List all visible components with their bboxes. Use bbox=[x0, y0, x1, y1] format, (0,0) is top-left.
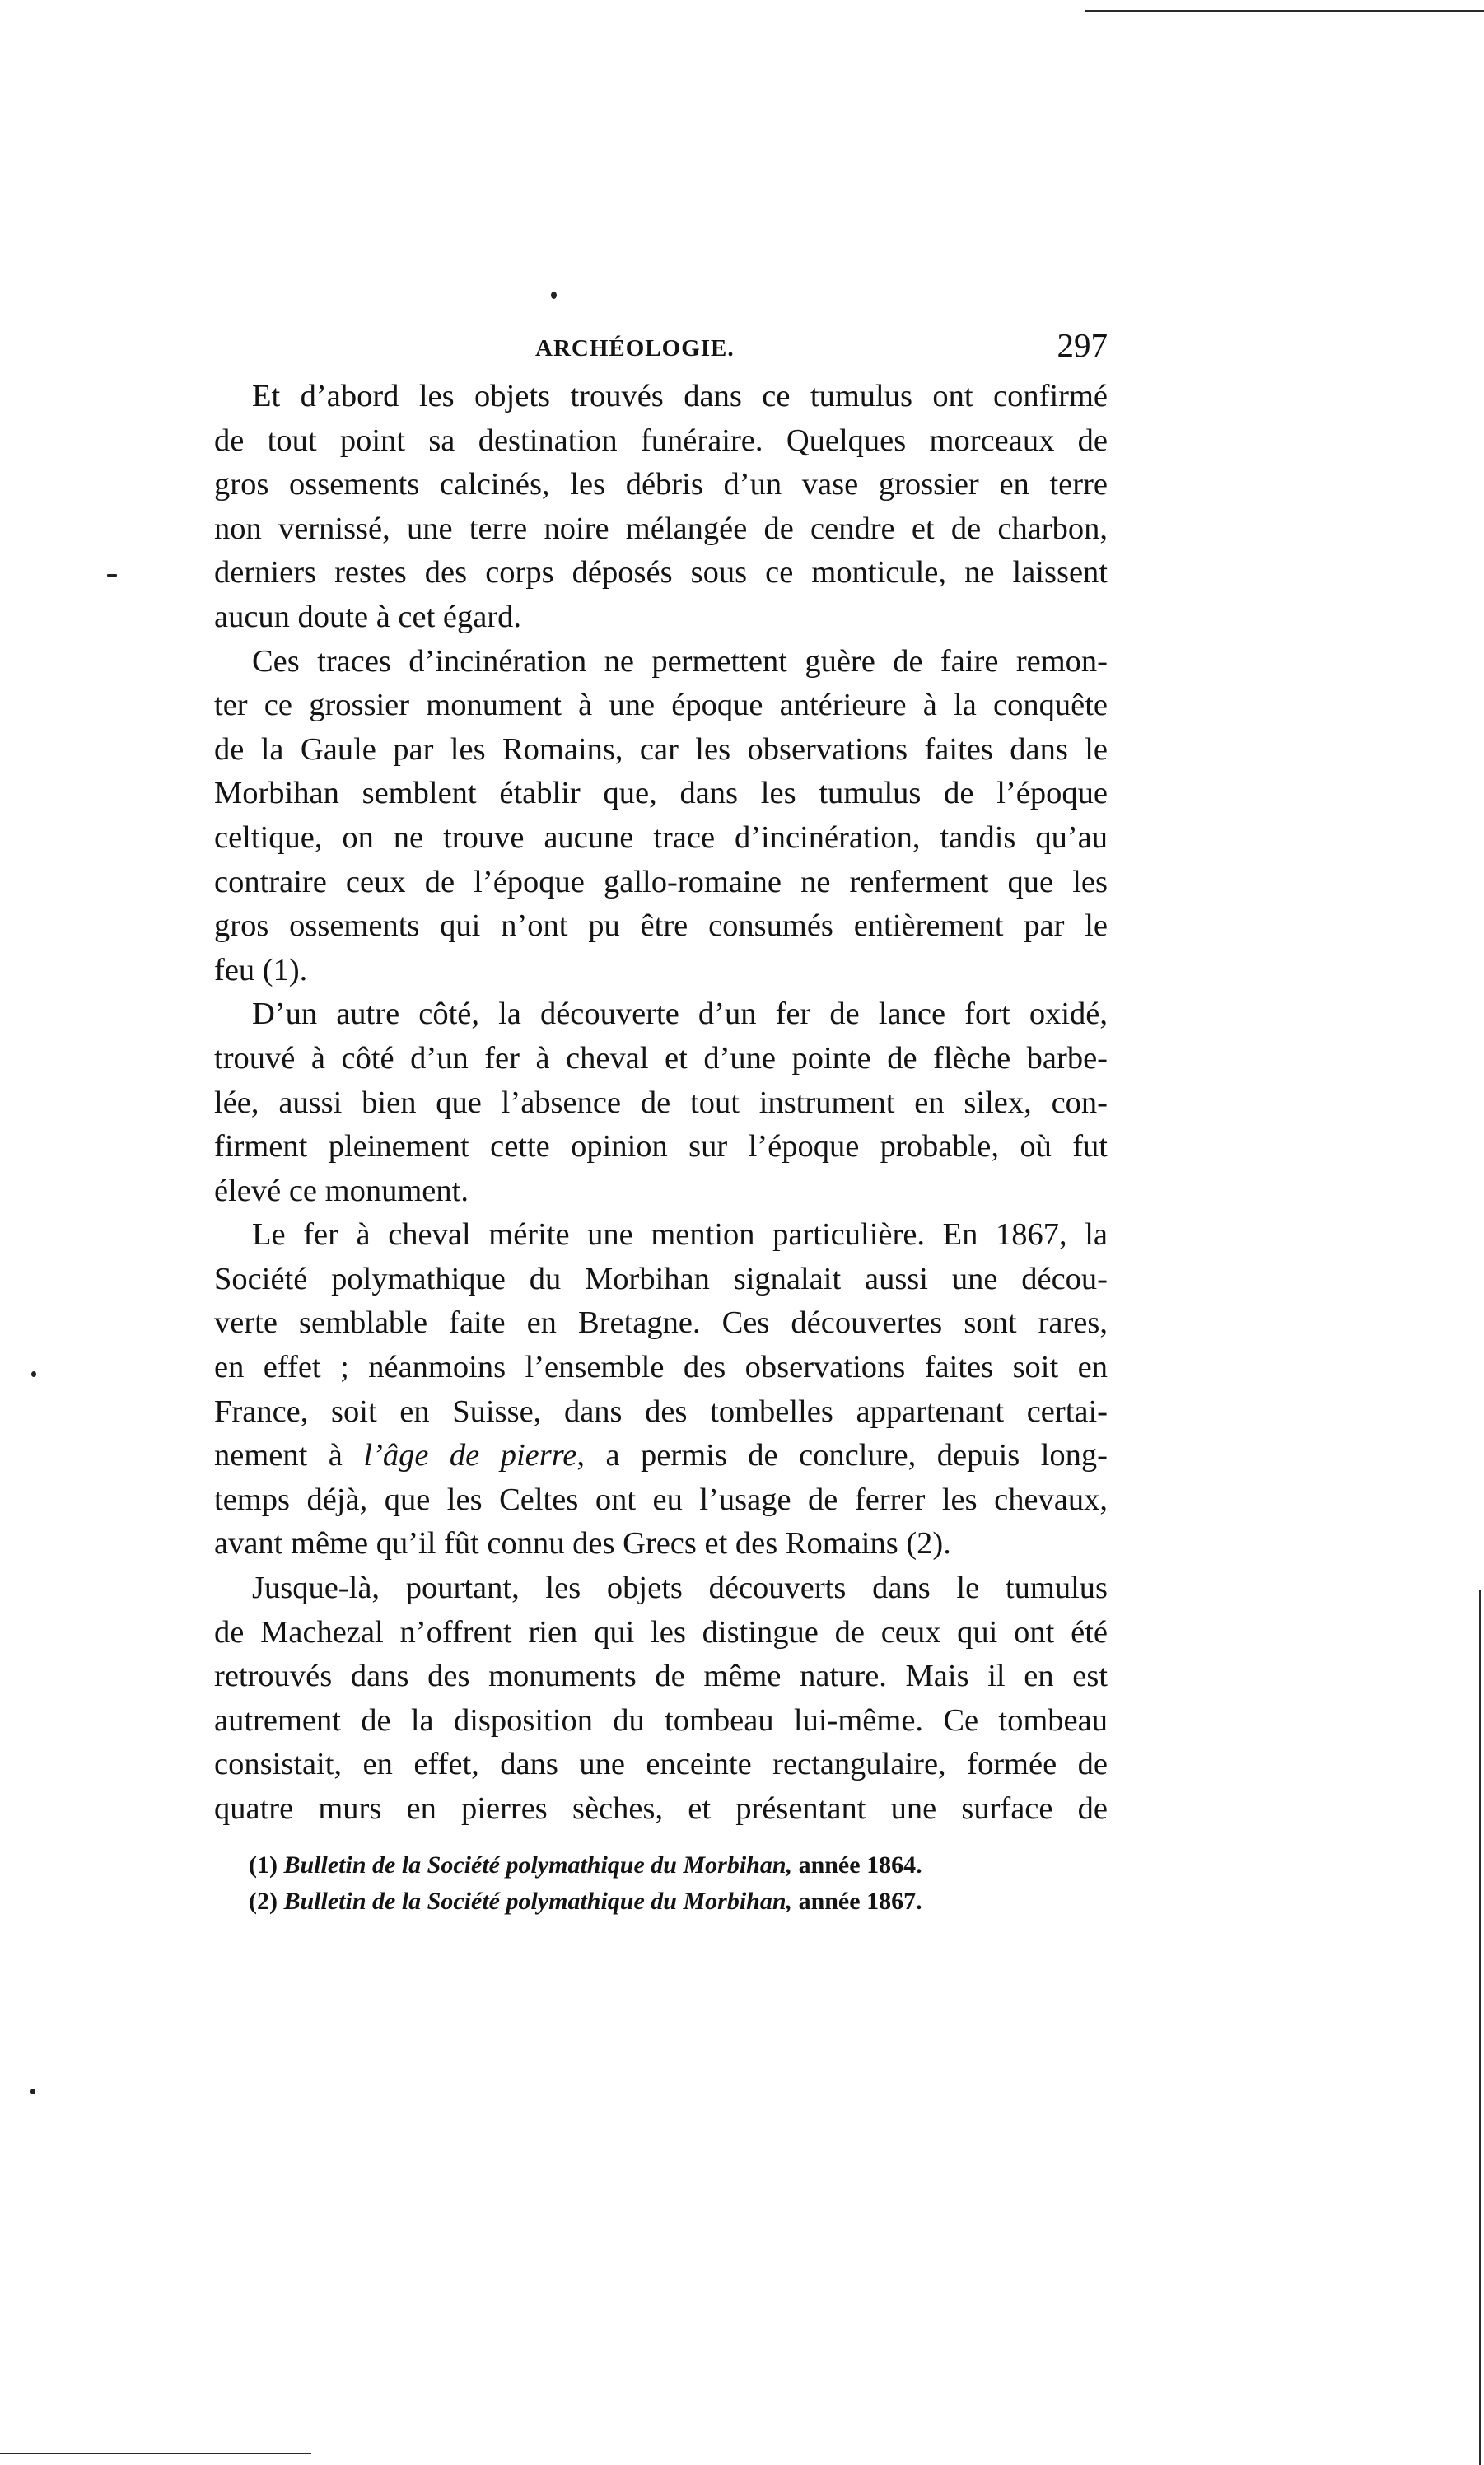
text-line: verte semblable faite en Bretagne. Ces découvertes sont rares, bbox=[214, 1305, 1108, 1341]
scan-border-bottom bbox=[0, 2453, 311, 2454]
scan-speck bbox=[551, 292, 557, 299]
footnote-marker: (1) bbox=[249, 1851, 278, 1879]
scan-speck bbox=[30, 2089, 35, 2094]
page-header bbox=[214, 325, 1108, 373]
text-line: France, soit en Suisse, dans des tombelles appartenant certai- bbox=[214, 1394, 1108, 1429]
line-end: , a permis de conclure, depuis long- bbox=[576, 1438, 1108, 1473]
text-line: en effet ; néanmoins l’ensemble des observations faites soit en bbox=[214, 1350, 1108, 1385]
text-line: de tout point sa destination funéraire. Quelques morceaux de bbox=[214, 423, 1108, 458]
text-line: élevé ce monument. bbox=[214, 1173, 469, 1208]
scan-border-top bbox=[1085, 10, 1484, 12]
footnotes bbox=[249, 1847, 1108, 1920]
footnote-1 bbox=[249, 1847, 1108, 1884]
scan-speck bbox=[31, 1371, 36, 1377]
text-line: aucun doute à cet égard. bbox=[214, 599, 522, 634]
text-line: ter ce grossier monument à une époque antérieure à la conquête bbox=[214, 688, 1108, 723]
page-number: 297 bbox=[1057, 326, 1108, 364]
text-line: contraire ceux de l’époque gallo-romaine ne renferment que les bbox=[214, 864, 1108, 899]
text-line-with-italic bbox=[214, 1434, 1108, 1478]
footnote-source: Bulletin de la Société polymathique du Morbihan, bbox=[283, 1851, 793, 1879]
text-line: autrement de la disposition du tombeau lui-même. Ce tombeau bbox=[214, 1702, 1108, 1738]
text-line: Et d’abord les objets trouvés dans ce tumulus ont confirmé bbox=[252, 379, 1108, 413]
footnote-year: année 1867. bbox=[798, 1888, 922, 1915]
line-start: nement à bbox=[214, 1438, 364, 1473]
text-line: Ces traces d’incinération ne permettent guère de faire remon- bbox=[252, 643, 1108, 679]
text-line: firment pleinement cette opinion sur l’époque probable, où fut bbox=[214, 1129, 1108, 1165]
text-line: Morbihan semblent établir que, dans les tumulus de l’époque bbox=[214, 776, 1108, 811]
footnote-year: année 1864. bbox=[798, 1851, 922, 1879]
text-line: de Machezal n’offrent rien qui les distingue de ceux qui ont été bbox=[214, 1614, 1108, 1650]
text-line: Société polymathique du Morbihan signalait aussi une décou- bbox=[214, 1261, 1108, 1296]
text-line: D’un autre côté, la découverte d’un fer de lance fort oxidé, bbox=[252, 997, 1108, 1032]
running-head: ARCHÉOLOGIE. bbox=[535, 335, 735, 362]
italic-phrase: l’âge de pierre bbox=[363, 1438, 577, 1473]
text-line: gros ossements qui n’ont pu être consumés entièrement par le bbox=[214, 908, 1108, 944]
text-line: non vernissé, une terre noire mélangée de cendre et de charbon, bbox=[214, 511, 1108, 546]
text-line: lée, aussi bien que l’absence de tout instrument en silex, con- bbox=[214, 1085, 1108, 1120]
text-line: Le fer à cheval mérite une mention particulière. En 1867, la bbox=[252, 1217, 1108, 1253]
text-line: Jusque-là, pourtant, les objets découverts dans le tumulus bbox=[252, 1571, 1108, 1606]
text-line: quatre murs en pierres sèches, et présentant une surface de bbox=[214, 1791, 1108, 1826]
text-line: feu (1). bbox=[214, 952, 308, 987]
text-line: consistait, en effet, dans une enceinte rectangulaire, formée de bbox=[214, 1747, 1108, 1782]
scan-border-right bbox=[1479, 1590, 1481, 2465]
text-line: de la Gaule par les Romains, car les observations faites dans le bbox=[214, 731, 1108, 767]
scan-speck bbox=[107, 574, 117, 577]
text-line: temps déjà, que les Celtes ont eu l’usage de ferrer les chevaux, bbox=[214, 1482, 1108, 1517]
text-line: retrouvés dans des monuments de même nature. Mais il en est bbox=[214, 1659, 1108, 1694]
footnote-marker: (2) bbox=[249, 1888, 278, 1915]
footnote-source: Bulletin de la Société polymathique du Morbihan, bbox=[283, 1888, 793, 1915]
text-line: avant même qu’il fût connu des Grecs et des Romains (2). bbox=[214, 1526, 951, 1562]
text-line: gros ossements calcinés, les débris d’un vase grossier en terre bbox=[214, 467, 1108, 502]
text-line: derniers restes des corps déposés sous ce monticule, ne laissent bbox=[214, 555, 1108, 591]
footnote-2 bbox=[249, 1884, 1108, 1920]
body-text bbox=[214, 375, 1108, 1832]
text-line: trouvé à côté d’un fer à cheval et d’une pointe de flèche barbe- bbox=[214, 1040, 1108, 1076]
text-line: celtique, on ne trouve aucune trace d’incinération, tandis qu’au bbox=[214, 819, 1108, 855]
